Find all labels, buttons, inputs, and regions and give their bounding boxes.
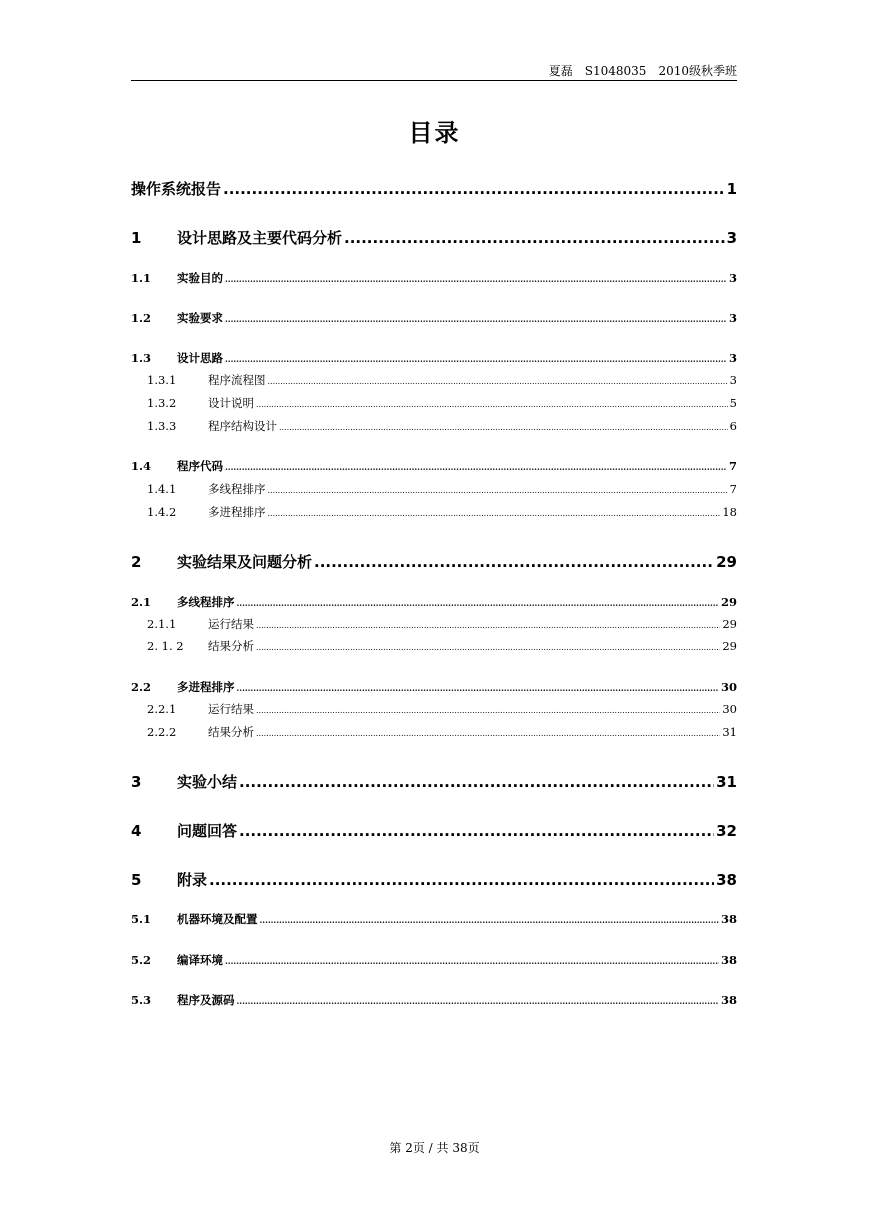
toc-number: 1.3.1 [147,373,177,387]
toc-entry[interactable] [131,458,737,474]
toc-number: 5.1 [131,912,152,926]
toc-label: 程序代码 [177,459,223,473]
toc-leader [239,822,714,840]
toc-entry[interactable] [147,481,737,497]
toc-leader [256,643,720,652]
toc-page: 38 [720,953,737,967]
toc-leader [256,400,728,409]
toc-leader [256,706,720,715]
toc-number: 1.4.1 [147,482,177,496]
toc-entry[interactable] [131,270,737,286]
toc-title: 目录 [408,119,461,147]
toc-leader [223,180,725,198]
toc-leader [225,956,719,966]
toc-number: 2.2 [131,680,152,694]
header-rule [131,80,737,81]
toc-entry[interactable] [131,771,737,792]
toc-entry[interactable] [147,616,737,632]
toc-label: 多进程排序 [177,680,235,694]
toc-entry[interactable] [147,701,737,717]
toc-entry[interactable] [147,372,737,388]
toc-number: 5 [131,871,142,889]
toc-leader [239,773,714,791]
toc-number: 1.3 [131,351,152,365]
toc-leader [225,462,727,472]
toc-page: 29 [720,595,737,609]
toc-page: 7 [728,459,737,473]
toc-page: 31 [722,725,737,739]
toc-number: 3 [131,773,142,791]
toc-entry[interactable] [131,911,737,927]
toc-leader [268,509,721,518]
toc-page: 38 [720,993,737,1007]
toc-entry[interactable] [131,869,737,890]
toc-entry[interactable] [131,679,737,695]
toc-entry[interactable] [131,350,737,366]
toc-number: 2.1.1 [147,617,177,631]
toc-label: 多线程排序 [177,595,235,609]
toc-leader [344,229,725,247]
toc-label: 问题回答 [177,822,238,840]
toc-page: 30 [722,702,737,716]
toc-label: 实验目的 [177,271,223,285]
toc-label: 操作系统报告 [131,180,222,198]
toc-entry[interactable] [131,178,737,199]
toc-page: 32 [716,822,737,840]
toc-label: 设计说明 [208,396,254,410]
toc-leader [237,996,719,1006]
toc-number: 1.2 [131,311,152,325]
toc-label: 运行结果 [208,702,254,716]
toc-label: 设计思路 [177,351,223,365]
toc-page: 29 [722,617,737,631]
toc-entry[interactable] [131,952,737,968]
toc-number: 5.3 [131,993,152,1007]
toc-page: 1 [726,180,737,198]
toc-label: 程序流程图 [208,373,266,387]
toc-entry[interactable] [131,227,737,248]
toc-page: 3 [728,351,737,365]
page-header: 夏磊 S1048035 2010级秋季班 [548,64,737,78]
toc-label: 实验要求 [177,311,223,325]
toc-number: 1.4 [131,459,152,473]
toc-page: 38 [720,912,737,926]
toc-entry[interactable] [147,395,737,411]
toc-label: 设计思路及主要代码分析 [177,229,343,247]
toc-leader [314,553,714,571]
toc-label: 程序及源码 [177,993,235,1007]
toc-page: 3 [728,271,737,285]
toc-number: 1.3.2 [147,396,177,410]
toc-leader [225,354,727,364]
toc-leader [237,598,719,608]
toc-entry[interactable] [147,638,737,654]
toc-label: 多进程排序 [208,505,266,519]
toc-number: 1.4.2 [147,505,177,519]
toc-label: 结果分析 [208,725,254,739]
toc-leader [268,486,728,495]
toc-entry[interactable] [131,820,737,841]
toc-leader [268,377,728,386]
toc-number: 5.2 [131,953,152,967]
toc-label: 多线程排序 [208,482,266,496]
toc-number: 1 [131,229,142,247]
toc-page: 3 [728,311,737,325]
toc-number: 2.2.2 [147,725,177,739]
toc-leader [256,729,720,738]
toc-entry[interactable] [131,310,737,326]
toc-page: 3 [729,373,737,387]
toc-label: 实验结果及问题分析 [177,553,313,571]
toc-page: 6 [729,419,737,433]
toc-page: 3 [726,229,737,247]
toc-page: 30 [720,680,737,694]
toc-entry[interactable] [131,551,737,572]
toc-leader [237,683,719,693]
toc-page: 18 [722,505,737,519]
toc-leader [279,423,728,432]
toc-label: 附录 [177,871,208,889]
toc-page: 7 [729,482,737,496]
toc-leader [209,871,714,889]
toc-number: 2.1 [131,595,152,609]
toc-number: 1.1 [131,271,152,285]
toc-number: 4 [131,822,142,840]
toc-page: 31 [716,773,737,791]
toc-leader [256,621,720,630]
toc-entry[interactable] [131,594,737,610]
toc-entry[interactable] [147,418,737,434]
page-footer: 第 2页 / 共 38页 [389,1141,480,1155]
toc-number: 2.2.1 [147,702,177,716]
toc-label: 实验小结 [177,773,238,791]
toc-leader [260,915,719,925]
toc-number: 2. 1. 2 [147,639,184,653]
toc-label: 结果分析 [208,639,254,653]
toc-page: 29 [716,553,737,571]
toc-number: 1.3.3 [147,419,177,433]
toc-entry[interactable] [147,504,737,520]
toc-number: 2 [131,553,142,571]
toc-page: 38 [716,871,737,889]
toc-label: 机器环境及配置 [177,912,258,926]
toc-label: 编译环境 [177,953,223,967]
toc-entry[interactable] [131,992,737,1008]
toc-page: 5 [729,396,737,410]
toc-entry[interactable] [147,724,737,740]
toc-leader [225,314,727,324]
toc-leader [225,274,727,284]
toc-label: 程序结构设计 [208,419,277,433]
toc-page: 29 [722,639,737,653]
toc-label: 运行结果 [208,617,254,631]
